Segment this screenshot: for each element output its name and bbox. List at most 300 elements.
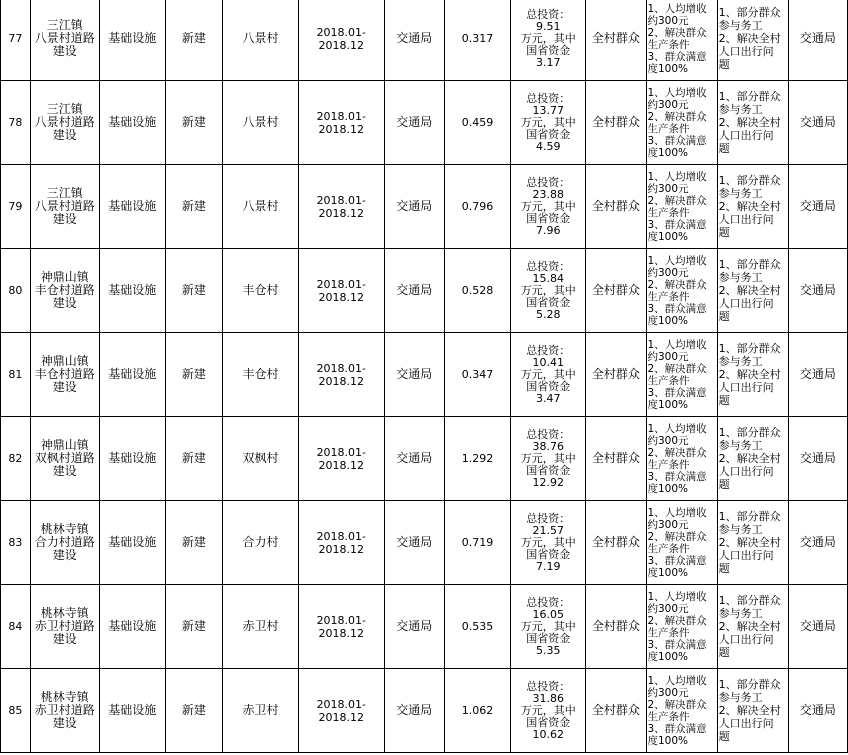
effects-line: 度100% — [647, 566, 689, 579]
project-name-cell[interactable] — [30, 0, 99, 81]
poverty-mechanism-line: 参与务工 — [718, 103, 763, 116]
effects-line: 3、群众满意 — [647, 50, 707, 63]
poverty-mechanism-cell[interactable] — [717, 585, 788, 669]
effects-line: 3、群众满意 — [647, 554, 707, 567]
village-cell[interactable] — [223, 585, 299, 669]
project-name-line: 神鼎山镇 — [40, 354, 89, 368]
effects-cell[interactable] — [646, 585, 717, 669]
project-name-line: 建设 — [52, 296, 77, 310]
build-type-text: 新建 — [181, 619, 206, 633]
poverty-mechanism-line: 参与务工 — [718, 439, 763, 452]
period-line: 2018.12 — [318, 374, 365, 388]
table-row — [1, 165, 848, 249]
investment-line: 总投资： — [526, 427, 571, 441]
project-name-cell[interactable] — [30, 417, 99, 501]
effects-cell[interactable] — [646, 669, 717, 753]
poverty-mechanism-line: 1、部分群众 — [718, 594, 781, 607]
category-text: 基础设施 — [108, 703, 157, 717]
beneficiary-text: 全村群众 — [591, 115, 640, 129]
length-cell[interactable] — [444, 669, 510, 753]
effects-line: 2、解决群众 — [647, 194, 707, 207]
project-name-cell[interactable] — [30, 501, 99, 585]
effects-line: 度100% — [647, 62, 689, 75]
village-cell[interactable] — [223, 81, 299, 165]
build-type-cell[interactable] — [165, 501, 222, 585]
effects-line: 2、解决群众 — [647, 362, 707, 375]
effects-cell[interactable] — [646, 501, 717, 585]
department-cell[interactable] — [384, 669, 444, 753]
responsible-unit-cell[interactable] — [788, 249, 847, 333]
poverty-mechanism-line: 题 — [718, 310, 730, 323]
investment-line: 总投资： — [526, 595, 571, 609]
period-line: 2018.01- — [316, 697, 367, 711]
period-cell[interactable] — [298, 333, 384, 417]
length-text: 0.459 — [461, 116, 494, 129]
responsible-unit-text: 交通局 — [799, 535, 836, 549]
investment-cell[interactable] — [511, 669, 586, 753]
beneficiary-text: 全村群众 — [591, 619, 640, 633]
poverty-mechanism-cell[interactable] — [717, 165, 788, 249]
category-cell[interactable] — [99, 585, 165, 669]
village-text: 赤卫村 — [242, 703, 279, 717]
beneficiary-cell[interactable] — [586, 585, 646, 669]
project-name-cell[interactable] — [30, 585, 99, 669]
department-text: 交通局 — [396, 199, 433, 213]
build-type-text: 新建 — [181, 367, 206, 381]
effects-cell[interactable] — [646, 249, 717, 333]
row-number-cell[interactable] — [1, 669, 31, 753]
table-row — [1, 417, 848, 501]
poverty-mechanism-line: 2、解决全村 — [718, 536, 781, 549]
responsible-unit-text: 交通局 — [799, 31, 836, 45]
length-text: 1.292 — [461, 452, 494, 465]
period-line: 2018.01- — [316, 529, 367, 543]
length-cell[interactable] — [444, 0, 510, 81]
investment-line: 国省资金 — [526, 127, 571, 141]
poverty-mechanism-line: 人口出行问 — [718, 717, 774, 730]
poverty-mechanism-line: 1、部分群众 — [718, 6, 781, 19]
category-cell[interactable] — [99, 417, 165, 501]
category-cell[interactable] — [99, 333, 165, 417]
row-number-cell[interactable] — [1, 585, 31, 669]
investment-line: 21.57 — [532, 523, 565, 537]
poverty-mechanism-line: 参与务工 — [718, 187, 763, 200]
effects-line: 约300元 — [647, 518, 689, 531]
beneficiary-cell[interactable] — [586, 333, 646, 417]
department-cell[interactable] — [384, 585, 444, 669]
responsible-unit-text: 交通局 — [799, 283, 836, 297]
period-cell[interactable] — [298, 501, 384, 585]
build-type-text: 新建 — [181, 451, 206, 465]
project-name-line: 神鼎山镇 — [40, 438, 89, 452]
project-name-line: 建设 — [52, 464, 77, 478]
department-cell[interactable] — [384, 165, 444, 249]
beneficiary-cell[interactable] — [586, 669, 646, 753]
effects-cell[interactable] — [646, 333, 717, 417]
beneficiary-cell[interactable] — [586, 249, 646, 333]
investment-line: 万元，其中 — [520, 31, 576, 45]
poverty-mechanism-line: 人口出行问 — [718, 297, 774, 310]
build-type-cell[interactable] — [165, 417, 222, 501]
effects-line: 生产条件 — [647, 626, 690, 639]
investment-line: 万元，其中 — [520, 367, 576, 381]
table-row — [1, 333, 848, 417]
project-name-line: 丰仓村道路 — [34, 283, 95, 297]
project-name-line: 双枫村道路 — [34, 451, 95, 465]
poverty-mechanism-line: 人口出行问 — [718, 45, 774, 58]
effects-line: 生产条件 — [647, 38, 690, 51]
poverty-mechanism-line: 2、解决全村 — [718, 452, 781, 465]
category-text: 基础设施 — [108, 619, 157, 633]
length-cell[interactable] — [444, 417, 510, 501]
poverty-mechanism-line: 题 — [718, 730, 730, 743]
responsible-unit-text: 交通局 — [799, 619, 836, 633]
department-cell[interactable] — [384, 417, 444, 501]
beneficiary-cell[interactable] — [586, 165, 646, 249]
effects-line: 约300元 — [647, 602, 689, 615]
poverty-mechanism-line: 2、解决全村 — [718, 200, 781, 213]
investment-line: 万元，其中 — [520, 451, 576, 465]
village-text: 双枫村 — [242, 451, 279, 465]
village-cell[interactable] — [223, 417, 299, 501]
poverty-mechanism-line: 2、解决全村 — [718, 116, 781, 129]
table-row — [1, 81, 848, 165]
period-line: 2018.12 — [318, 206, 365, 220]
project-name-cell[interactable] — [30, 249, 99, 333]
effects-line: 生产条件 — [647, 290, 690, 303]
period-cell[interactable] — [298, 165, 384, 249]
effects-line: 2、解决群众 — [647, 278, 707, 291]
project-name-line: 神鼎山镇 — [40, 270, 89, 284]
length-cell[interactable] — [444, 333, 510, 417]
period-line: 2018.01- — [316, 361, 367, 375]
row-number-text: 83 — [8, 536, 23, 549]
row-number-text: 84 — [8, 620, 23, 633]
effects-line: 约300元 — [647, 686, 689, 699]
investment-line: 国省资金 — [526, 295, 571, 309]
row-number-text: 78 — [8, 116, 23, 129]
village-cell[interactable] — [223, 333, 299, 417]
beneficiary-text: 全村群众 — [591, 31, 640, 45]
poverty-mechanism-cell[interactable] — [717, 669, 788, 753]
row-number-text: 81 — [8, 368, 23, 381]
effects-line: 度100% — [647, 398, 689, 411]
effects-line: 度100% — [647, 230, 689, 243]
investment-cell[interactable] — [511, 333, 586, 417]
project-name-line: 八景村道路 — [34, 31, 95, 45]
responsible-unit-text: 交通局 — [799, 451, 836, 465]
effects-line: 2、解决群众 — [647, 26, 707, 39]
effects-line: 约300元 — [647, 434, 689, 447]
village-text: 八景村 — [242, 199, 279, 213]
poverty-mechanism-cell[interactable] — [717, 249, 788, 333]
effects-line: 3、群众满意 — [647, 386, 707, 399]
period-line: 2018.01- — [316, 25, 367, 39]
poverty-mechanism-line: 参与务工 — [718, 19, 763, 32]
poverty-mechanism-line: 人口出行问 — [718, 129, 774, 142]
effects-line: 1、人均增收 — [647, 590, 707, 603]
responsible-unit-cell[interactable] — [788, 501, 847, 585]
investment-line: 5.28 — [536, 307, 561, 321]
poverty-mechanism-line: 1、部分群众 — [718, 678, 781, 691]
poverty-mechanism-line: 2、解决全村 — [718, 368, 781, 381]
department-cell[interactable] — [384, 501, 444, 585]
responsible-unit-text: 交通局 — [799, 199, 836, 213]
investment-line: 总投资： — [526, 259, 571, 273]
project-name-line: 桃林寺镇 — [40, 690, 89, 704]
row-number-text: 82 — [8, 452, 23, 465]
investment-line: 总投资： — [526, 7, 571, 21]
responsible-unit-text: 交通局 — [799, 115, 836, 129]
effects-line: 3、群众满意 — [647, 470, 707, 483]
investment-line: 15.84 — [532, 271, 565, 285]
poverty-mechanism-line: 题 — [718, 646, 730, 659]
category-cell[interactable] — [99, 501, 165, 585]
responsible-unit-cell[interactable] — [788, 333, 847, 417]
effects-cell[interactable] — [646, 417, 717, 501]
department-cell[interactable] — [384, 249, 444, 333]
period-line: 2018.12 — [318, 626, 365, 640]
village-text: 八景村 — [242, 115, 279, 129]
effects-line: 度100% — [647, 146, 689, 159]
build-type-cell[interactable] — [165, 585, 222, 669]
investment-line: 10.41 — [532, 355, 565, 369]
build-type-cell[interactable] — [165, 249, 222, 333]
investment-line: 3.17 — [536, 55, 561, 69]
build-type-cell[interactable] — [165, 669, 222, 753]
poverty-mechanism-line: 1、部分群众 — [718, 342, 781, 355]
row-number-cell[interactable] — [1, 333, 31, 417]
investment-line: 万元，其中 — [520, 199, 576, 213]
poverty-mechanism-cell[interactable] — [717, 81, 788, 165]
poverty-mechanism-line: 参与务工 — [718, 691, 763, 704]
investment-cell[interactable] — [511, 81, 586, 165]
build-type-text: 新建 — [181, 283, 206, 297]
effects-line: 1、人均增收 — [647, 2, 707, 15]
beneficiary-cell[interactable] — [586, 81, 646, 165]
row-number-cell[interactable] — [1, 501, 31, 585]
poverty-mechanism-cell[interactable] — [717, 333, 788, 417]
length-text: 0.719 — [461, 536, 494, 549]
length-text: 0.317 — [461, 32, 494, 45]
period-line: 2018.12 — [318, 710, 365, 724]
period-line: 2018.01- — [316, 613, 367, 627]
investment-line: 万元，其中 — [520, 115, 576, 129]
investment-line: 16.05 — [532, 607, 565, 621]
beneficiary-text: 全村群众 — [591, 703, 640, 717]
poverty-mechanism-line: 1、部分群众 — [718, 258, 781, 271]
poverty-mechanism-cell[interactable] — [717, 417, 788, 501]
project-name-line: 桃林寺镇 — [40, 606, 89, 620]
period-cell[interactable] — [298, 81, 384, 165]
effects-line: 约300元 — [647, 266, 689, 279]
department-text: 交通局 — [396, 535, 433, 549]
poverty-mechanism-line: 参与务工 — [718, 271, 763, 284]
department-text: 交通局 — [396, 31, 433, 45]
poverty-mechanism-line: 人口出行问 — [718, 213, 774, 226]
build-type-text: 新建 — [181, 199, 206, 213]
department-text: 交通局 — [396, 703, 433, 717]
row-number-cell[interactable] — [1, 81, 31, 165]
effects-cell[interactable] — [646, 165, 717, 249]
category-cell[interactable] — [99, 249, 165, 333]
project-name-line: 建设 — [52, 632, 77, 646]
category-text: 基础设施 — [108, 199, 157, 213]
village-cell[interactable] — [223, 669, 299, 753]
project-name-line: 建设 — [52, 212, 77, 226]
beneficiary-cell[interactable] — [586, 501, 646, 585]
village-text: 丰仓村 — [242, 283, 279, 297]
responsible-unit-cell[interactable] — [788, 417, 847, 501]
row-number-cell[interactable] — [1, 0, 31, 81]
project-name-line: 丰仓村道路 — [34, 367, 95, 381]
investment-cell[interactable] — [511, 0, 586, 81]
length-cell[interactable] — [444, 585, 510, 669]
effects-line: 2、解决群众 — [647, 530, 707, 543]
period-line: 2018.01- — [316, 277, 367, 291]
effects-line: 生产条件 — [647, 374, 690, 387]
period-cell[interactable] — [298, 0, 384, 81]
investment-line: 7.19 — [536, 559, 561, 573]
category-cell[interactable] — [99, 669, 165, 753]
investment-cell[interactable] — [511, 501, 586, 585]
length-cell[interactable] — [444, 501, 510, 585]
investment-cell[interactable] — [511, 585, 586, 669]
beneficiary-text: 全村群众 — [591, 535, 640, 549]
category-cell[interactable] — [99, 165, 165, 249]
period-line: 2018.12 — [318, 38, 365, 52]
row-number-cell[interactable] — [1, 165, 31, 249]
project-name-line: 赤卫村道路 — [34, 619, 95, 633]
effects-line: 生产条件 — [647, 542, 690, 555]
beneficiary-text: 全村群众 — [591, 451, 640, 465]
row-number-text: 85 — [8, 704, 23, 717]
village-cell[interactable] — [223, 0, 299, 81]
project-name-line: 桃林寺镇 — [40, 522, 89, 536]
effects-line: 1、人均增收 — [647, 86, 707, 99]
responsible-unit-cell[interactable] — [788, 585, 847, 669]
investment-cell[interactable] — [511, 165, 586, 249]
effects-cell[interactable] — [646, 0, 717, 81]
village-cell[interactable] — [223, 501, 299, 585]
responsible-unit-text: 交通局 — [799, 703, 836, 717]
length-text: 0.347 — [461, 368, 494, 381]
category-text: 基础设施 — [108, 535, 157, 549]
effects-line: 3、群众满意 — [647, 302, 707, 315]
period-cell[interactable] — [298, 669, 384, 753]
poverty-mechanism-line: 题 — [718, 142, 730, 155]
responsible-unit-cell[interactable] — [788, 81, 847, 165]
build-type-cell[interactable] — [165, 0, 222, 81]
investment-cell[interactable] — [511, 249, 586, 333]
effects-line: 1、人均增收 — [647, 254, 707, 267]
length-cell[interactable] — [444, 81, 510, 165]
row-number-cell[interactable] — [1, 417, 31, 501]
effects-line: 1、人均增收 — [647, 170, 707, 183]
project-name-line: 建设 — [52, 44, 77, 58]
investment-line: 万元，其中 — [520, 535, 576, 549]
beneficiary-cell[interactable] — [586, 417, 646, 501]
project-name-line: 三江镇 — [46, 186, 83, 200]
effects-line: 生产条件 — [647, 458, 690, 471]
length-text: 0.796 — [461, 200, 494, 213]
poverty-mechanism-cell[interactable] — [717, 501, 788, 585]
effects-line: 3、群众满意 — [647, 722, 707, 735]
investment-line: 万元，其中 — [520, 283, 576, 297]
effects-cell[interactable] — [646, 81, 717, 165]
category-text: 基础设施 — [108, 115, 157, 129]
build-type-cell[interactable] — [165, 165, 222, 249]
department-cell[interactable] — [384, 81, 444, 165]
length-cell[interactable] — [444, 249, 510, 333]
investment-cell[interactable] — [511, 417, 586, 501]
category-text: 基础设施 — [108, 367, 157, 381]
build-type-text: 新建 — [181, 703, 206, 717]
investment-line: 12.92 — [532, 475, 565, 489]
period-cell[interactable] — [298, 249, 384, 333]
length-text: 1.062 — [461, 704, 494, 717]
responsible-unit-cell[interactable] — [788, 669, 847, 753]
village-cell[interactable] — [223, 165, 299, 249]
investment-line: 总投资： — [526, 511, 571, 525]
table-row — [1, 585, 848, 669]
category-cell[interactable] — [99, 0, 165, 81]
poverty-mechanism-line: 2、解决全村 — [718, 284, 781, 297]
investment-line: 5.35 — [536, 643, 561, 657]
village-cell[interactable] — [223, 249, 299, 333]
beneficiary-cell[interactable] — [586, 0, 646, 81]
effects-line: 度100% — [647, 314, 689, 327]
responsible-unit-cell[interactable] — [788, 0, 847, 81]
project-name-cell[interactable] — [30, 669, 99, 753]
investment-line: 万元，其中 — [520, 703, 576, 717]
poverty-mechanism-line: 1、部分群众 — [718, 426, 781, 439]
investment-line: 7.96 — [536, 223, 561, 237]
project-name-line: 三江镇 — [46, 18, 83, 32]
effects-line: 约300元 — [647, 350, 689, 363]
period-cell[interactable] — [298, 585, 384, 669]
category-cell[interactable] — [99, 81, 165, 165]
period-cell[interactable] — [298, 417, 384, 501]
department-cell[interactable] — [384, 333, 444, 417]
project-name-cell[interactable] — [30, 333, 99, 417]
investment-line: 31.86 — [532, 691, 565, 705]
project-name-cell[interactable] — [30, 81, 99, 165]
row-number-text: 77 — [8, 32, 23, 45]
build-type-cell[interactable] — [165, 333, 222, 417]
responsible-unit-cell[interactable] — [788, 165, 847, 249]
table-body — [1, 0, 848, 753]
poverty-mechanism-line: 人口出行问 — [718, 381, 774, 394]
poverty-mechanism-line: 参与务工 — [718, 355, 763, 368]
poverty-mechanism-line: 1、部分群众 — [718, 510, 781, 523]
department-cell[interactable] — [384, 0, 444, 81]
project-name-line: 三江镇 — [46, 102, 83, 116]
effects-line: 1、人均增收 — [647, 422, 707, 435]
investment-line: 13.77 — [532, 103, 565, 117]
investment-line: 国省资金 — [526, 379, 571, 393]
poverty-mechanism-cell[interactable] — [717, 0, 788, 81]
table-row — [1, 501, 848, 585]
build-type-cell[interactable] — [165, 81, 222, 165]
project-name-cell[interactable] — [30, 165, 99, 249]
build-type-text: 新建 — [181, 31, 206, 45]
effects-line: 2、解决群众 — [647, 698, 707, 711]
length-cell[interactable] — [444, 165, 510, 249]
project-name-line: 合力村道路 — [34, 535, 95, 549]
table-row — [1, 249, 848, 333]
row-number-cell[interactable] — [1, 249, 31, 333]
